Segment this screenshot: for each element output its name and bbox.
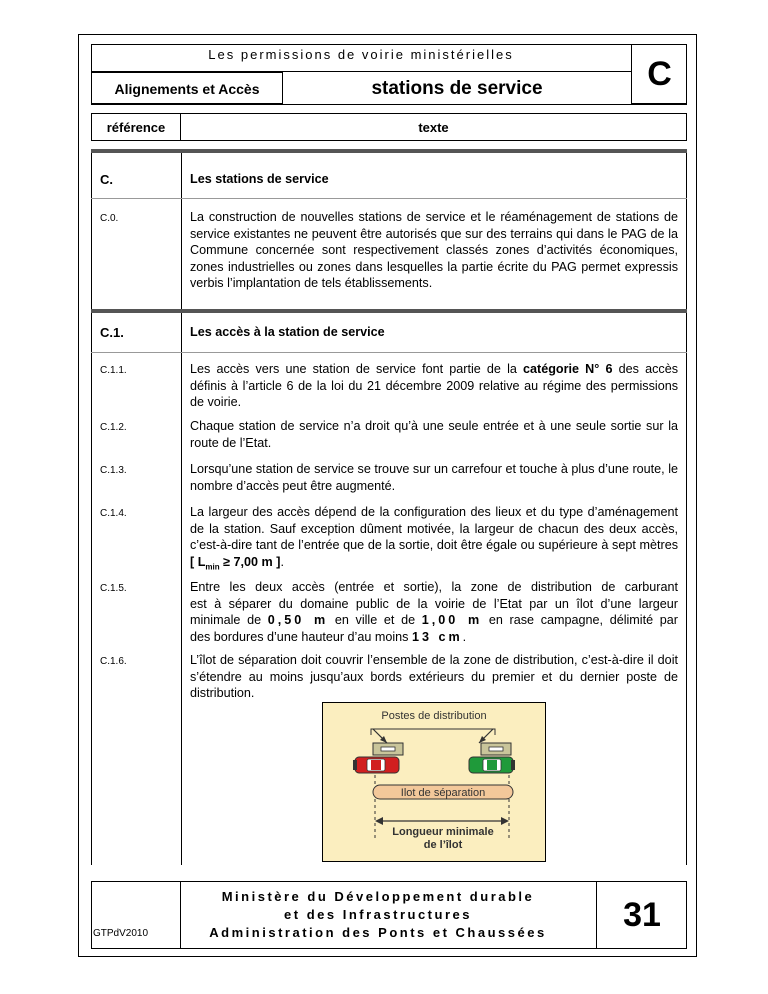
footer-ministry: Ministère du Développement durable et des Infrastructures Administration des Ponts et Chaussées xyxy=(209,889,547,940)
paragraph-c12: Chaque station de service n’a droit qu’à une seule entrée et à une seule sortie sur la route de l’Etat. xyxy=(190,419,678,450)
column-text: texte xyxy=(181,113,687,141)
paragraph-c11: Les accès vers une station de service font partie de la catégorie N° 6 des accès définis à l’article 6 de la loi du 21 décembre 2009 relative au régime des permissions de voirie. xyxy=(190,362,678,409)
page-number: 31 xyxy=(596,881,687,949)
length-label-line2: de l’îlot xyxy=(423,839,463,851)
ref-c12: C.1.2. xyxy=(100,422,127,433)
ref-c13: C.1.3. xyxy=(100,465,127,476)
paragraph-c13: Lorsqu’une station de service se trouve sur un carrefour et touche à plus d’une route, le nombre d’accès peut être augmenté. xyxy=(190,462,678,493)
ref-c0: C.0. xyxy=(100,213,119,224)
paragraph-c15: Entre les deux accès (entrée et sortie), la zone de distribution de carburant est à séparer du domaine public de la voirie de l’Etat par un îlot d’une largeur minimale de 0,50 m en ville et de 1,00 m en rase campagne, délimité par des bordures d’une hauteur d’au moins 13 cm. xyxy=(190,580,678,644)
header-title: Les permissions de voirie ministérielles xyxy=(208,47,514,62)
row-divider xyxy=(91,198,687,199)
ref-c14: C.1.4. xyxy=(100,508,127,519)
header-chapter-letter: C xyxy=(631,44,687,104)
ref-c: C. xyxy=(100,172,113,187)
header-topic: stations de service xyxy=(371,78,543,99)
paragraph-c0: La construction de nouvelles stations de service et le réaménagement de stations de service existantes ne peuvent être autorisés que sur des terrains qui dans le PAG de la Commune concernée sont respectivement classés zones d’activités économiques, zones industrielles ou zones dans lesquelles la partie écrite du PAG permet expressis verbis l’implantation de tels établissements. xyxy=(190,210,678,290)
ref-c16: C.1.6. xyxy=(100,656,127,667)
footer-code: GTPdV2010 xyxy=(93,928,149,939)
header-section-label: Alignements et Accès xyxy=(91,72,283,104)
car-left-icon xyxy=(353,757,399,773)
paragraph-c14: La largeur des accès dépend de la configuration des lieux et du type d’aménagement de la station. Sauf exception dûment motivée, la largeur de chacun des deux accès, c’est-à-dire tant de l’entrée que de la sortie, doit être égale ou supérieure à sept mètres [ $L_{min} \ge 7,00$ m ]. xyxy=(190,505,678,572)
section-title-c: Les stations de service xyxy=(190,172,329,186)
section-rule xyxy=(91,149,687,153)
separation-island-diagram xyxy=(322,702,546,862)
ref-c15: C.1.5. xyxy=(100,583,127,594)
pumps-label: Postes de distribution xyxy=(381,710,487,722)
length-label-line1: Longueur minimale xyxy=(392,826,494,838)
car-right-icon xyxy=(469,757,515,773)
island-label: Ilot de séparation xyxy=(400,787,486,799)
paragraph-c16: L’îlot de séparation doit couvrir l’ensemble de la zone de distribution, c’est-à-dire il doit s’étendre au moins jusqu’aux bords extérieurs du premier et du dernier poste de distribution. xyxy=(190,653,678,700)
column-reference: référence xyxy=(91,113,181,141)
ref-c1: C.1. xyxy=(100,325,124,340)
section-rule xyxy=(91,309,687,313)
section-title-c1: Les accès à la station de service xyxy=(190,325,385,339)
body-column-divider xyxy=(181,149,182,865)
row-divider xyxy=(91,352,687,353)
ref-c11: C.1.1. xyxy=(100,365,127,376)
